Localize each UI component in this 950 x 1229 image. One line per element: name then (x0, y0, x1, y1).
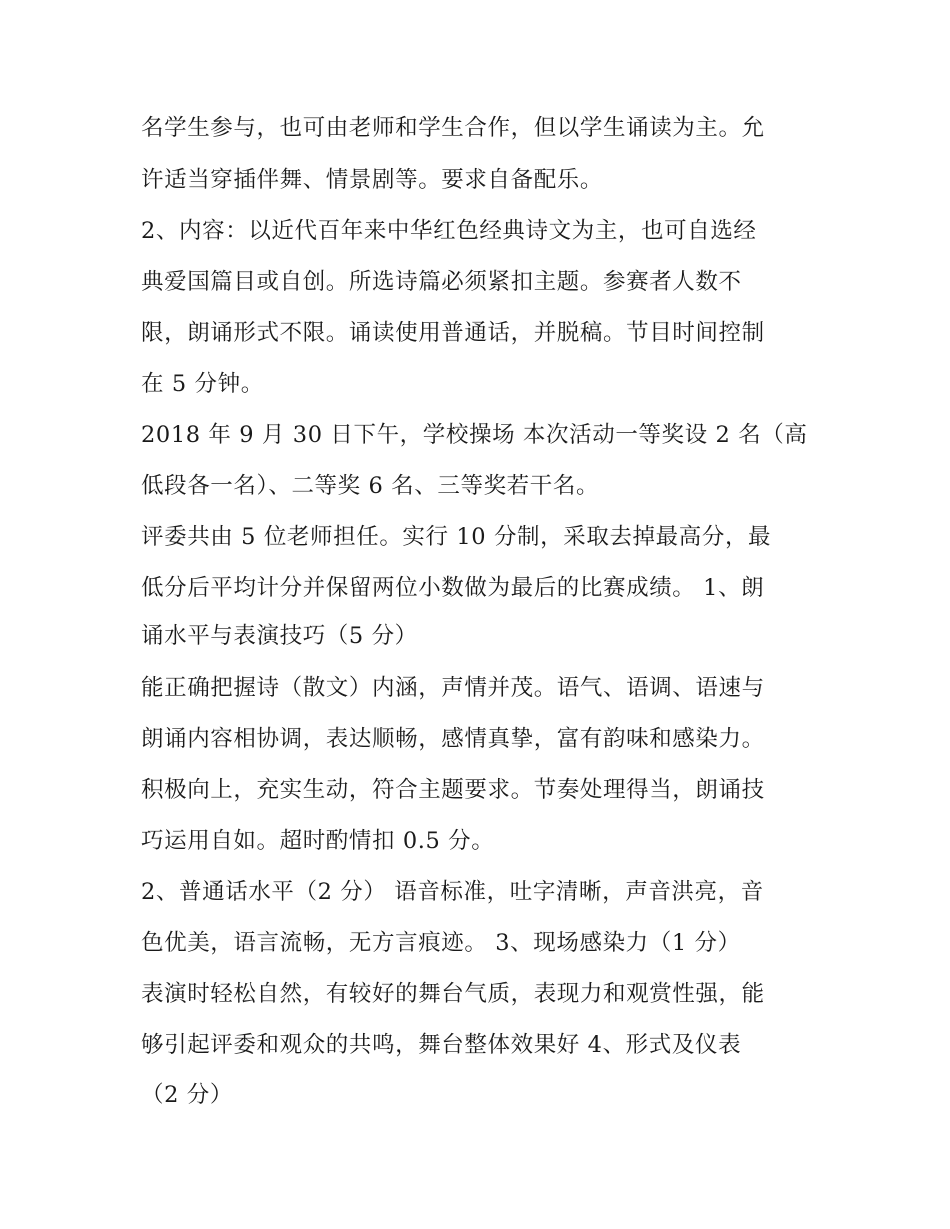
text-line: 能正确把握诗（散文）内涵，声情并茂。语气、语调、语速与 (141, 675, 765, 701)
text-line: 在 5 分钟。 (141, 371, 264, 397)
text-line: 2018 年 9 月 30 日下午，学校操场 本次活动一等奖设 2 名（高 (141, 422, 808, 448)
text-line: （2 分） (141, 1082, 233, 1108)
text-line: 够引起评委和观众的共鸣，舞台整体效果好 4、形式及仪表 (141, 1032, 742, 1058)
text-line: 朗诵内容相协调，表达顺畅，感情真挚，富有韵味和感染力。 (141, 726, 765, 752)
text-line: 2、内容：以近代百年来中华红色经典诗文为主，也可自选经 (141, 218, 757, 244)
text-line: 2、普通话水平（2 分） 语音标准，吐字清晰，声音洪亮，音 (141, 879, 764, 905)
text-line: 色优美，语言流畅，无方言痕迹。 3、现场感染力（1 分） (141, 930, 741, 956)
text-line: 许适当穿插伴舞、情景剧等。要求自备配乐。 (141, 167, 604, 193)
text-line: 限，朗诵形式不限。诵读使用普通话，并脱稿。节目时间控制 (141, 320, 765, 346)
text-line: 低段各一名）、二等奖 6 名、三等奖若干名。 (141, 473, 600, 499)
text-line: 评委共由 5 位老师担任。实行 10 分制，采取去掉最高分，最 (141, 524, 772, 550)
text-line: 诵水平与表演技巧（5 分） (141, 623, 418, 649)
text-line: 表演时轻松自然，有较好的舞台气质，表现力和观赏性强，能 (141, 981, 765, 1007)
text-line: 名学生参与，也可由老师和学生合作，但以学生诵读为主。允 (141, 115, 765, 141)
text-line: 巧运用自如。超时酌情扣 0.5 分。 (141, 828, 495, 854)
text-line: 低分后平均计分并保留两位小数做为最后的比赛成绩。 1、朗 (141, 575, 765, 601)
text-line: 典爱国篇目或自创。所选诗篇必须紧扣主题。参赛者人数不 (141, 269, 742, 295)
text-line: 积极向上，充实生动，符合主题要求。节奏处理得当，朗诵技 (141, 777, 765, 803)
